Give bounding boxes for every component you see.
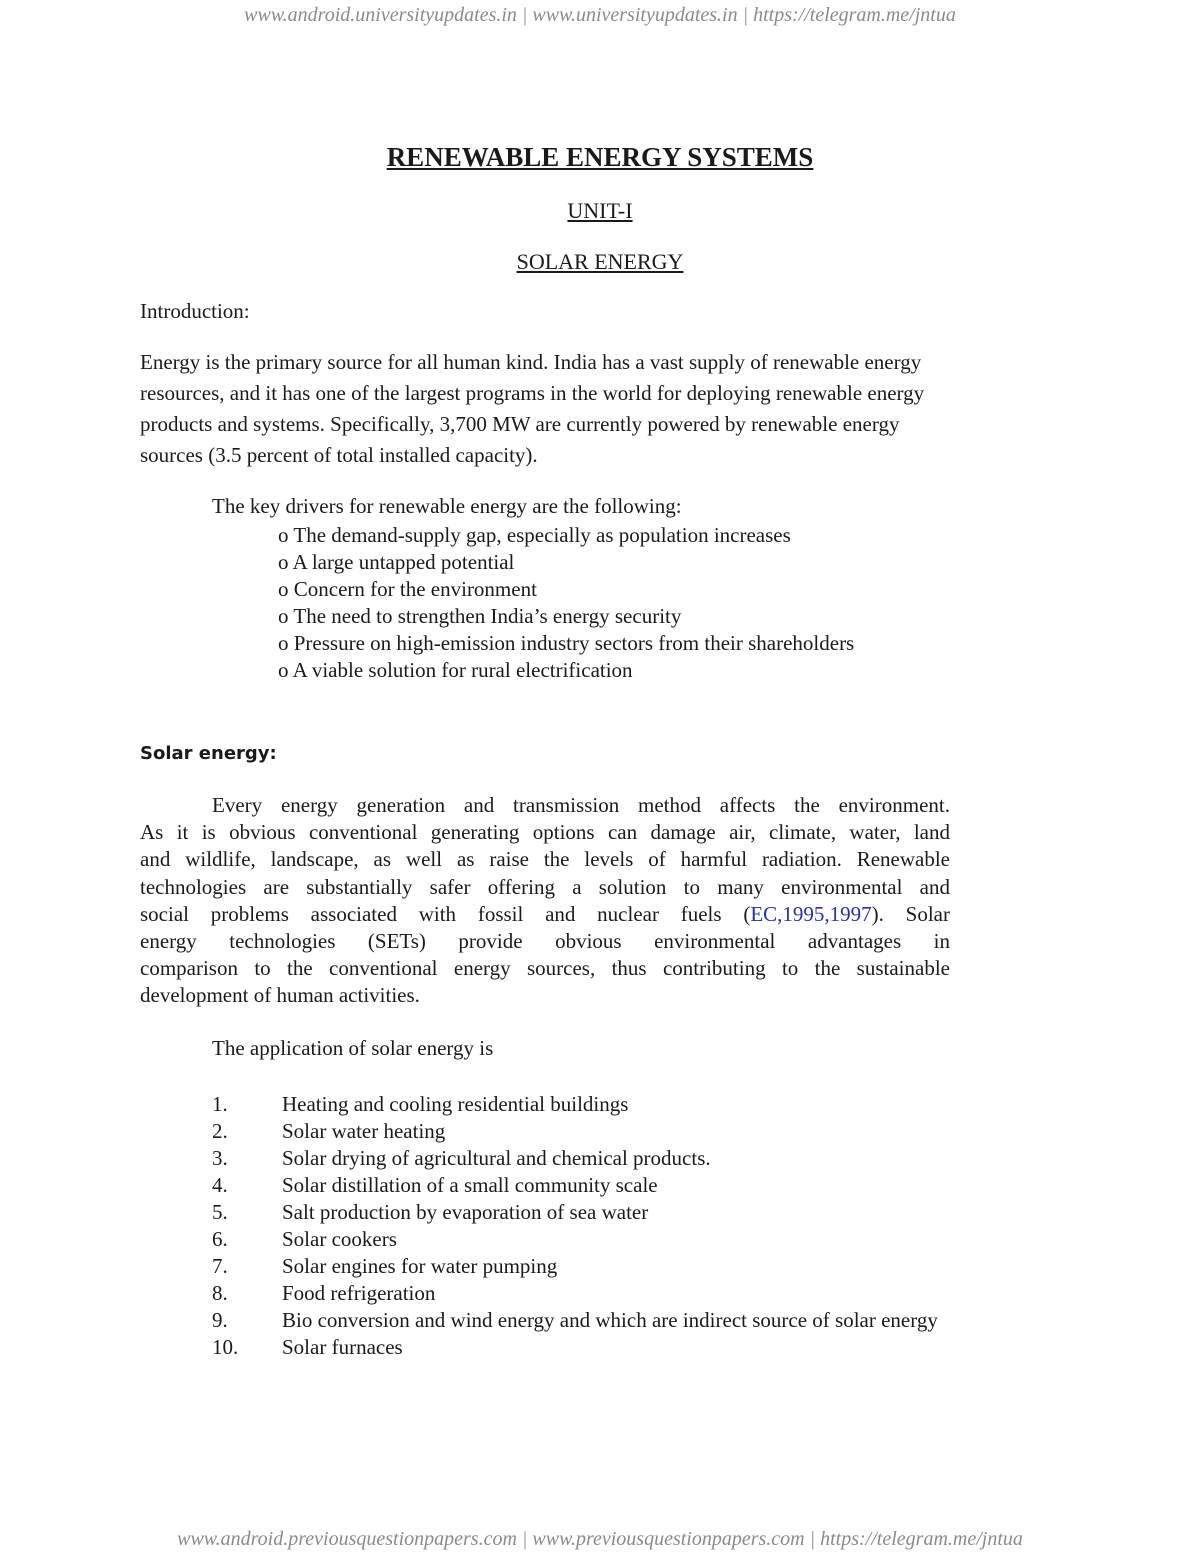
- solar-line: comparison to the conventional energy sources, thus contributing to the sustainable: [140, 956, 950, 981]
- list-item: o The demand-supply gap, especially as population increases: [278, 523, 791, 547]
- solar-line-text: social problems associated with fossil and nuclear fuels (: [140, 901, 751, 926]
- item-number: 8.: [212, 1281, 228, 1305]
- list-item: [212, 1091, 948, 1118]
- item-text: Solar engines for water pumping: [282, 1254, 558, 1278]
- intro-line: sources (3.5 percent of total installed capacity).: [140, 443, 538, 467]
- item-number: 2.: [212, 1119, 228, 1143]
- item-number: 9.: [212, 1308, 228, 1332]
- item-number: 4.: [212, 1173, 228, 1197]
- item-text: Salt production by evaporation of sea water: [282, 1200, 649, 1224]
- item-text: Solar cookers: [282, 1227, 397, 1251]
- intro-line: Energy is the primary source for all human kind. India has a vast supply of renewable energy: [140, 350, 922, 374]
- solar-line-text: ). Solar: [871, 901, 950, 926]
- solar-paragraph: [140, 792, 950, 1010]
- item-text: Solar distillation of a small community scale: [282, 1173, 658, 1197]
- list-item: [212, 1253, 948, 1280]
- list-item: [212, 1199, 948, 1226]
- item-text: Solar furnaces: [282, 1335, 403, 1359]
- item-number: 6.: [212, 1227, 228, 1251]
- solar-line: energy technologies (SETs) provide obvious environmental advantages in: [140, 929, 950, 954]
- item-number: 5.: [212, 1200, 228, 1224]
- topic-heading: SOLAR ENERGY: [516, 249, 684, 274]
- list-item: [212, 1280, 948, 1307]
- applications-list: [212, 1091, 948, 1361]
- item-text: Heating and cooling residential buildings: [282, 1092, 629, 1116]
- item-number: 7.: [212, 1254, 228, 1278]
- footer-links: www.android.previousquestionpapers.com | www.previousquestionpapers.com | https://telegram.me/jntua: [177, 1528, 1023, 1550]
- document-title: RENEWABLE ENERGY SYSTEMS: [386, 142, 814, 172]
- intro-line: products and systems. Specifically, 3,700 MW are currently powered by renewable energy: [140, 412, 900, 436]
- citation-link[interactable]: EC,1995,1997: [750, 901, 872, 926]
- intro-label: Introduction:: [140, 299, 250, 323]
- header-links: www.android.universityupdates.in | www.universityupdates.in | https://telegram.me/jntua: [244, 4, 956, 26]
- drivers-intro: The key drivers for renewable energy are the following:: [212, 494, 682, 518]
- list-item: o Concern for the environment: [278, 577, 537, 601]
- solar-line: As it is obvious conventional generating options can damage air, climate, water, land: [140, 820, 950, 845]
- list-item: o A large untapped potential: [278, 550, 515, 574]
- list-item: o A viable solution for rural electrification: [278, 658, 633, 682]
- list-item: [212, 1334, 948, 1361]
- item-text: Food refrigeration: [282, 1281, 436, 1305]
- drivers-list: [278, 522, 854, 684]
- item-number: 3.: [212, 1146, 228, 1170]
- item-number: 1.: [212, 1092, 228, 1116]
- list-item: o The need to strengthen India’s energy security: [278, 604, 682, 628]
- solar-line: Every energy generation and transmission method affects the environment.: [212, 793, 950, 817]
- list-item: [212, 1307, 948, 1334]
- solar-line-citation: [140, 901, 950, 928]
- solar-line: and wildlife, landscape, as well as raise the levels of harmful radiation. Renewable: [140, 847, 950, 872]
- application-intro: The application of solar energy is: [212, 1036, 494, 1060]
- list-item: [212, 1145, 948, 1172]
- item-text: Solar water heating: [282, 1119, 446, 1143]
- solar-line: technologies are substantially safer offering a solution to many environmental and: [140, 874, 950, 899]
- item-text: Solar drying of agricultural and chemical products.: [282, 1146, 711, 1170]
- solar-line: development of human activities.: [140, 983, 420, 1008]
- unit-heading: UNIT-I: [567, 198, 633, 223]
- intro-paragraph: [140, 347, 924, 471]
- list-item: [212, 1118, 948, 1145]
- list-item: [212, 1172, 948, 1199]
- solar-energy-heading: Solar energy:: [140, 743, 277, 764]
- list-item: o Pressure on high-emission industry sectors from their shareholders: [278, 631, 855, 655]
- list-item: [212, 1226, 948, 1253]
- intro-line: resources, and it has one of the largest programs in the world for deploying renewable energy: [140, 381, 925, 405]
- item-number: 10.: [212, 1335, 239, 1359]
- item-text: Bio conversion and wind energy and which are indirect source of solar energy: [282, 1308, 938, 1332]
